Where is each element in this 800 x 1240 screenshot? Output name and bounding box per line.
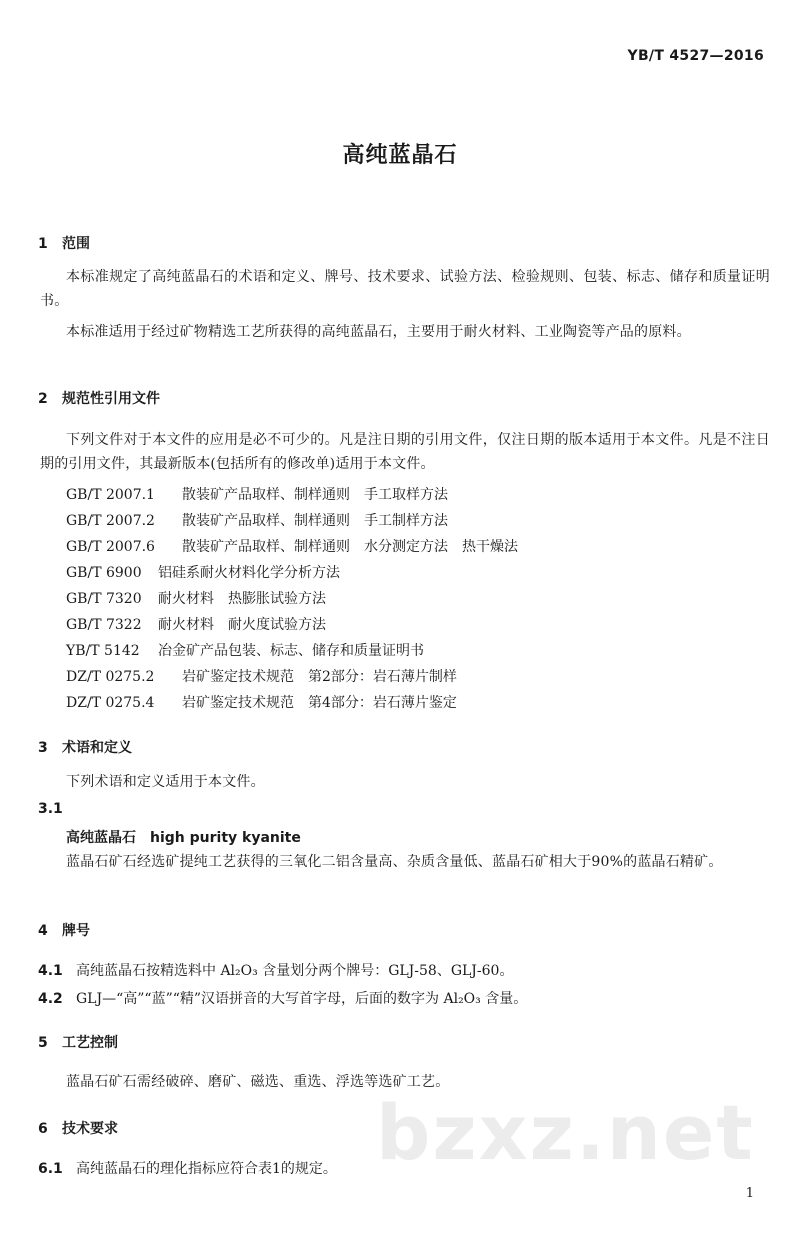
reference-item	[66, 666, 457, 686]
reference-code: GB/T 2007.2	[66, 513, 155, 529]
section-title: 术语和定义	[62, 740, 132, 756]
section-number: 3	[38, 740, 48, 756]
reference-code: DZ/T 0275.4	[66, 695, 155, 711]
section-title: 规范性引用文件	[62, 391, 160, 407]
reference-title: 铝硅系耐火材料化学分析方法	[158, 565, 340, 581]
references-intro: 下列文件对于本文件的应用是必不可少的。凡是注日期的引用文件，仅注日期的版本适用于本文件。凡是不注日期的引用文件，其最新版本(包括所有的修改单)适用于本文件。	[40, 432, 770, 472]
section-3-heading	[38, 737, 132, 757]
section-number: 6	[38, 1121, 48, 1137]
clause-number: 4.1	[38, 963, 63, 979]
term-heading	[66, 827, 301, 847]
watermark: bzxz.net	[376, 1088, 755, 1177]
clause-text: 高纯蓝晶石的理化指标应符合表1的规定。	[76, 1161, 337, 1177]
reference-item	[66, 614, 326, 634]
section-number: 4	[38, 923, 48, 939]
reference-title: 耐火材料 耐火度试验方法	[158, 617, 326, 633]
reference-item	[66, 588, 326, 608]
clause-4-1	[38, 960, 513, 980]
terms-intro: 下列术语和定义适用于本文件。	[66, 774, 265, 790]
term-definition: 蓝晶石矿石经选矿提纯工艺获得的三氧化二铝含量高、杂质含量低、蓝晶石矿相大于90%的蓝晶石精矿。	[66, 854, 723, 870]
clause-text: 高纯蓝晶石按精选料中 Al₂O₃ 含量划分两个牌号：GLJ-58、GLJ-60。	[76, 963, 514, 979]
term-chinese: 高纯蓝晶石	[66, 830, 136, 846]
section-number: 1	[38, 236, 48, 252]
reference-title: 岩矿鉴定技术规范 第2部分：岩石薄片制样	[182, 669, 457, 685]
reference-code: GB/T 2007.6	[66, 539, 155, 555]
section-2-heading	[38, 388, 160, 408]
term-english: high purity kyanite	[150, 830, 301, 846]
section-6-heading	[38, 1118, 118, 1138]
section-5-heading	[38, 1032, 118, 1052]
clause-number: 4.2	[38, 991, 63, 1007]
reference-title: 冶金矿产品包装、标志、储存和质量证明书	[158, 643, 424, 659]
clause-number: 6.1	[38, 1161, 63, 1177]
scope-paragraph-1: 本标准规定了高纯蓝晶石的术语和定义、牌号、技术要求、试验方法、检验规则、包装、标志、储存和质量证明书。	[40, 269, 770, 309]
reference-code: DZ/T 0275.2	[66, 669, 155, 685]
reference-code: GB/T 7320	[66, 591, 142, 607]
reference-code: GB/T 6900	[66, 565, 142, 581]
reference-title: 散装矿产品取样、制样通则 水分测定方法 热干燥法	[182, 539, 518, 555]
reference-code: GB/T 2007.1	[66, 487, 155, 503]
process-paragraph: 蓝晶石矿石需经破碎、磨矿、磁选、重选、浮选等选矿工艺。	[66, 1074, 450, 1090]
reference-item	[66, 536, 518, 556]
reference-item	[66, 562, 340, 582]
section-1-heading	[38, 233, 90, 253]
section-title: 技术要求	[62, 1121, 118, 1137]
reference-code: GB/T 7322	[66, 617, 142, 633]
scope-paragraph-2: 本标准适用于经过矿物精选工艺所获得的高纯蓝晶石，主要用于耐火材料、工业陶瓷等产品的原料。	[66, 324, 691, 340]
section-title: 工艺控制	[62, 1035, 118, 1051]
clause-6-1	[38, 1158, 337, 1178]
term-number: 3.1	[38, 801, 63, 817]
clause-text: GLJ—“高”“蓝”“精”汉语拼音的大写首字母，后面的数字为 Al₂O₃ 含量。	[76, 991, 528, 1007]
reference-item	[66, 640, 424, 660]
reference-title: 岩矿鉴定技术规范 第4部分：岩石薄片鉴定	[182, 695, 457, 711]
reference-title: 耐火材料 热膨胀试验方法	[158, 591, 326, 607]
standard-code: YB/T 4527—2016	[627, 48, 764, 64]
section-number: 5	[38, 1035, 48, 1051]
section-title: 范围	[62, 236, 90, 252]
reference-title: 散装矿产品取样、制样通则 手工制样方法	[182, 513, 448, 529]
page-number: 1	[745, 1186, 754, 1201]
section-title: 牌号	[62, 923, 90, 939]
clause-4-2	[38, 988, 527, 1008]
reference-title: 散装矿产品取样、制样通则 手工取样方法	[182, 487, 448, 503]
document-title: 高纯蓝晶石	[342, 143, 458, 168]
reference-item	[66, 510, 448, 530]
section-4-heading	[38, 920, 90, 940]
section-number: 2	[38, 391, 48, 407]
reference-item	[66, 692, 457, 712]
reference-item	[66, 484, 448, 504]
reference-code: YB/T 5142	[66, 643, 140, 659]
